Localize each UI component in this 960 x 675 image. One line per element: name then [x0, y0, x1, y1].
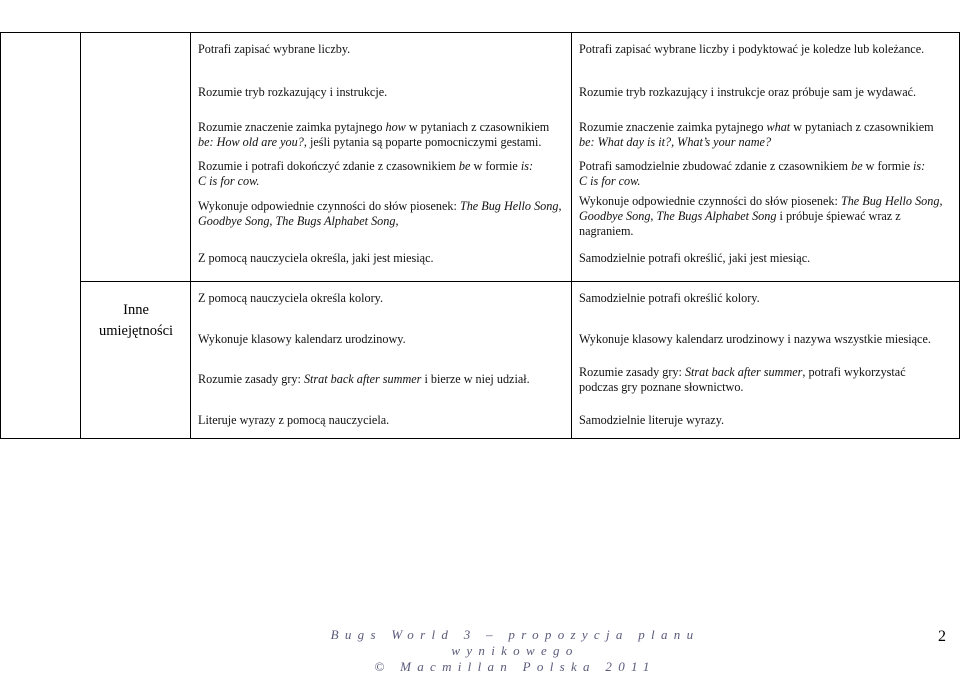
left-cell-5: Z pomocą nauczyciela określa, jaki jest miesiąc. [198, 251, 434, 265]
right-cell-7: Wykonuje klasowy kalendarz urodzinowy i nazywa wszystkie miesiące. [579, 332, 931, 346]
right-cell-8: Rozumie zasady gry: Strat back after summer, potrafi wykorzystać podczas gry poznane słownictwo. [579, 365, 906, 394]
right-cell-2: Rozumie znaczenie zaimka pytajnego what w pytaniach z czasownikiem be: What day is it?, What’s your name? [579, 120, 934, 149]
right-cell-6: Samodzielnie potrafi określić kolory. [579, 291, 760, 305]
right-cell-5: Samodzielnie potrafi określić, jaki jest miesiąc. [579, 251, 811, 265]
right-cell-3: Potrafi samodzielnie zbudować zdanie z czasownikiem be w formie is: C is for cow. [579, 159, 926, 188]
left-cell-6: Z pomocą nauczyciela określa kolory. [198, 291, 383, 305]
right-cell-9: Samodzielnie literuje wyrazy. [579, 413, 725, 427]
left-cell-8: Rozumie zasady gry: Strat back after summer i bierze w niej udział. [198, 372, 530, 386]
right-cell-4: Wykonuje odpowiednie czynności do słów piosenek: The Bug Hello Song, Goodbye Song, The Bugs Alphabet Song i próbuje śpiewać wraz z nagraniem. [579, 194, 943, 238]
left-cell-2: Rozumie znaczenie zaimka pytajnego how w pytaniach z czasownikiem be: How old are you?, jeśli pytania są poparte pomocniczymi gestami. [198, 120, 550, 149]
left-cell-4: Wykonuje odpowiednie czynności do słów piosenek: The Bug Hello Song, Goodbye Song, The Bugs Alphabet Song, [198, 199, 562, 228]
left-cell-3: Rozumie i potrafi dokończyć zdanie z czasownikiem be w formie is: C is for cow. [198, 159, 534, 188]
right-cell-1: Rozumie tryb rozkazujący i instrukcje oraz próbuje sam je wydawać. [579, 85, 917, 99]
footer [280, 627, 750, 675]
left-cell-7: Wykonuje klasowy kalendarz urodzinowy. [198, 332, 406, 346]
footer-title: Bugs World 3 – propozycja planu wynikowego [330, 627, 700, 658]
left-cell-0: Potrafi zapisać wybrane liczby. [198, 42, 351, 56]
left-cell-9: Literuje wyrazy z pomocą nauczyciela. [198, 413, 390, 427]
left-cell-1: Rozumie tryb rozkazujący i instrukcje. [198, 85, 388, 99]
section-label: Inne umiejętności [98, 302, 174, 339]
footer-copyright: © Macmillan Polska 2011 [374, 659, 656, 674]
right-cell-0: Potrafi zapisać wybrane liczby i podyktować je koledze lub koleżance. [579, 42, 925, 56]
page-number: 2 [938, 628, 946, 645]
